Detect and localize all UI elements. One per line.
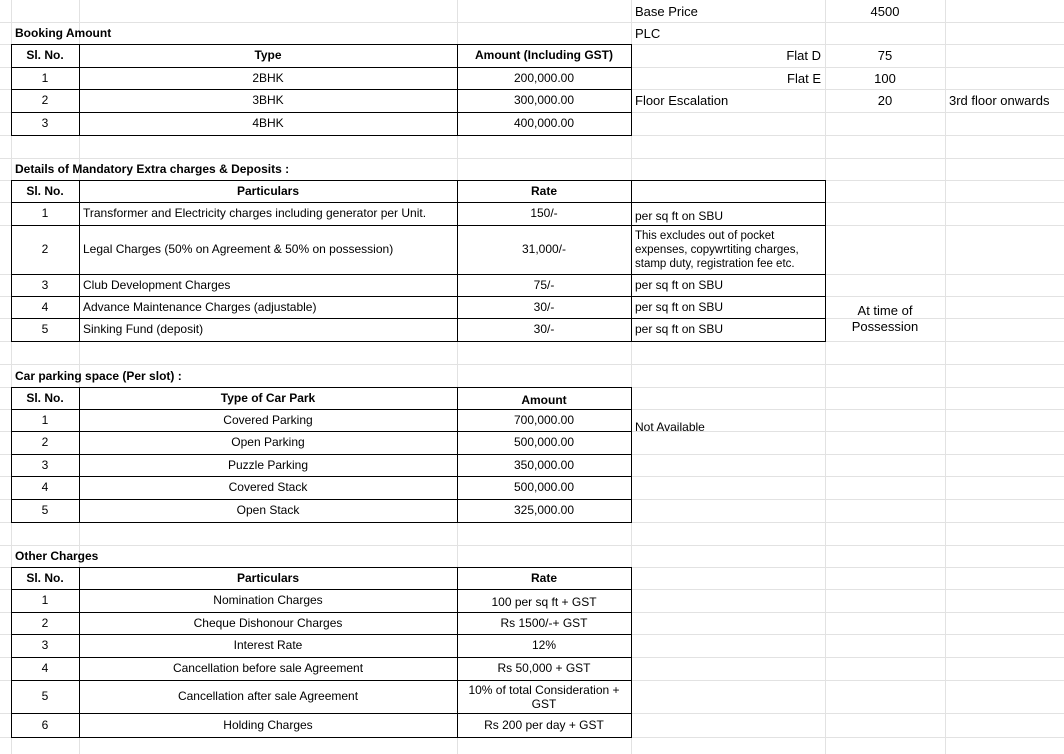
base-price-value: 4500 [870,3,900,19]
other-cell-slno: 4 [41,661,49,675]
flat-d-value: 75 [877,48,893,63]
other-cell-particulars: Holding Charges [223,717,313,732]
extras-cell-particulars: Advance Maintenance Charges (adjustable) [83,299,317,314]
other-cell-slno: 5 [41,689,49,703]
flat-e-value: 100 [874,70,896,86]
booking-cell-type: 3BHK [252,93,284,107]
extras-cell-rate: 30/- [533,322,555,336]
other-cell-rate: Rs 1500/-+ GST [500,615,588,630]
parking-cell-amount: 350,000.00 [513,457,575,472]
parking-cell-type: Puzzle Parking [227,457,309,472]
other-cell-slno: 6 [41,717,49,732]
base-price-label: Base Price [635,3,698,19]
parking-header-slno: Sl. No. [26,390,64,405]
parking-cell-slno: 3 [41,457,49,472]
other-header-particulars: Particulars [236,570,300,585]
parking-header-type: Type of Car Park [220,390,316,405]
booking-title: Booking Amount [15,26,112,40]
parking-availability-note: Not Available [635,420,705,434]
extras-header-slno: Sl. No. [26,183,64,198]
parking-cell-amount: 700,000.00 [513,412,575,427]
floor-escalation-label: Floor Escalation [635,93,729,108]
extras-cell-particulars: Transformer and Electricity charges including generator per Unit. [83,206,427,220]
parking-cell-amount: 325,000.00 [513,503,575,517]
parking-title: Car parking space (Per slot) : [15,368,182,383]
extras-cell-slno: 2 [41,242,49,256]
extras-cell-slno: 4 [41,299,49,314]
extras-cell-note: per sq ft on SBU [635,277,724,292]
booking-cell-type: 4BHK [252,116,284,130]
extras-cell-note: per sq ft on SBU [635,322,724,336]
parking-cell-slno: 5 [41,503,49,517]
other-cell-rate: Rs 50,000 + GST [497,661,591,675]
extras-cell-particulars: Sinking Fund (deposit) [83,322,204,336]
other-cell-slno: 1 [41,593,49,607]
extras-cell-particulars: Club Development Charges [83,277,231,292]
extras-header-particulars: Particulars [236,183,300,198]
floor-escalation-note: 3rd floor onwards [949,93,1050,108]
flat-d-label: Flat D [786,48,821,63]
flat-e-label: Flat E [787,70,821,86]
extras-cell-note: per sq ft on SBU [635,299,724,314]
parking-header-amount: Amount [521,392,567,407]
booking-header-slno: Sl. No. [26,48,64,62]
extras-cell-rate: 75/- [533,277,555,292]
extras-header-rate: Rate [530,183,557,198]
plc-label: PLC [635,25,661,41]
parking-cell-slno: 1 [41,412,49,427]
parking-cell-slno: 4 [41,480,49,494]
booking-cell-slno: 2 [41,93,49,107]
other-cell-particulars: Nomination Charges [213,593,323,607]
booking-header-type: Type [254,48,282,62]
extras-cell-note: per sq ft on SBU [635,209,724,223]
parking-cell-type: Open Stack [236,503,300,517]
booking-cell-type: 2BHK [252,70,284,85]
booking-cell-slno: 3 [41,116,49,130]
extras-cell-slno: 5 [41,322,49,336]
booking-cell-slno: 1 [41,70,49,85]
booking-cell-amount: 200,000.00 [513,70,575,85]
other-title: Other Charges [15,549,99,563]
parking-cell-type: Covered Parking [223,412,313,427]
extras-cell-note: This excludes out of pocket expenses, copywrtiting charges, stamp duty, registration fee etc. [635,229,799,270]
other-cell-rate: 12% [531,638,557,652]
parking-cell-slno: 2 [41,435,49,449]
booking-header-amount: Amount (Including GST) [475,48,613,62]
other-cell-slno: 3 [41,638,49,652]
other-cell-particulars: Cancellation after sale Agreement [177,689,359,703]
other-cell-rate: Rs 200 per day + GST [484,717,604,732]
parking-cell-type: Covered Stack [228,480,308,494]
other-header-slno: Sl. No. [26,570,64,585]
extras-cell-particulars: Legal Charges (50% on Agreement & 50% on possession) [83,242,394,256]
extras-cell-rate: 30/- [533,299,555,314]
extras-cell-rate: 150/- [530,206,558,220]
extras-cell-slno: 1 [41,206,49,220]
other-header-rate: Rate [530,570,557,585]
possession-note: At time of Possession [851,303,919,334]
extras-cell-slno: 3 [41,277,49,292]
booking-cell-amount: 400,000.00 [513,116,575,130]
parking-cell-amount: 500,000.00 [513,480,575,494]
other-cell-particulars: Cancellation before sale Agreement [172,661,364,675]
other-cell-rate: 10% of total Consideration + GST [468,682,620,711]
booking-cell-amount: 300,000.00 [513,93,575,107]
other-cell-slno: 2 [41,615,49,630]
extras-title: Details of Mandatory Extra charges & Deposits : [15,162,290,176]
floor-escalation-value: 20 [877,93,893,108]
extras-cell-rate: 31,000/- [521,242,567,256]
other-cell-rate: 100 per sq ft + GST [491,595,597,609]
other-cell-particulars: Interest Rate [233,638,303,652]
parking-cell-type: Open Parking [231,435,305,449]
parking-cell-amount: 500,000.00 [513,435,575,449]
other-cell-particulars: Cheque Dishonour Charges [193,615,343,630]
